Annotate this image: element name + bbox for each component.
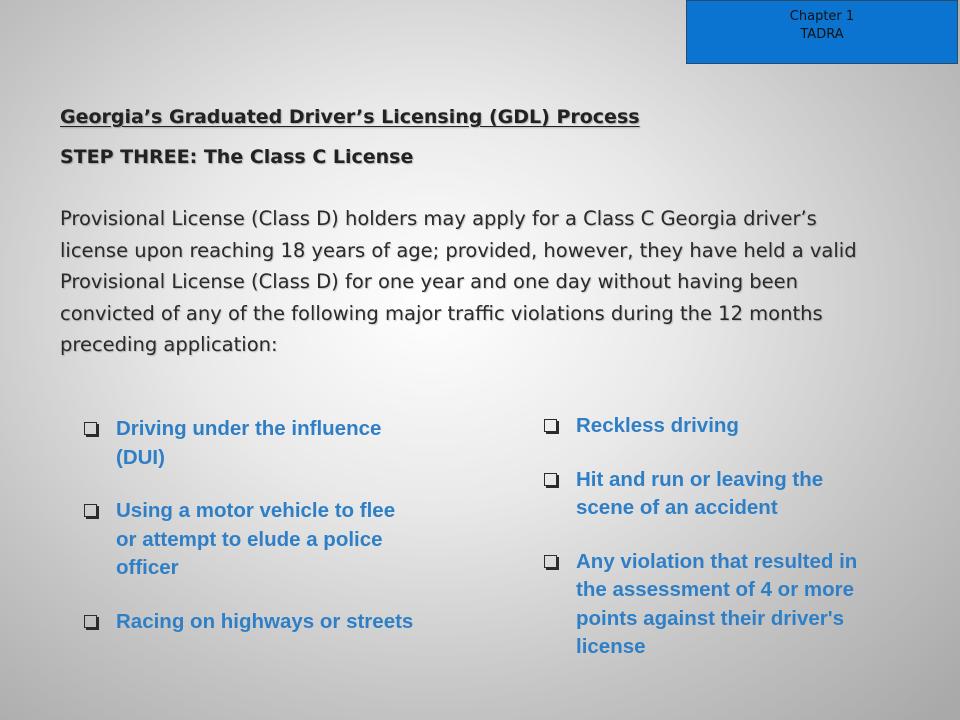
eligibility-paragraph: Provisional License (Class D) holders may apply for a Class C Georgia driver’s license upon reaching 18 years of age; provided, however, they have held a valid Provisional License (Class D) for one year and one day without having been convicted of any of the following major traffic violations during the 12 months preceding application: <box>60 207 857 356</box>
list-item-text: Racing on highways or streets <box>116 609 414 633</box>
chapter-number: Chapter 1 <box>789 9 855 24</box>
violations-list-left <box>84 415 414 661</box>
list-item-text: Hit and run or leaving the scene of an accident <box>576 467 824 519</box>
list-item <box>84 497 414 583</box>
list-item <box>544 466 884 523</box>
chapter-label-box <box>686 0 958 64</box>
square-bullet-icon <box>544 419 557 432</box>
slide-title: Georgia’s Graduated Driver’s Licensing (GDL) Process <box>60 106 640 128</box>
list-item <box>544 548 884 662</box>
violations-list-right <box>544 412 884 687</box>
square-bullet-icon <box>544 473 557 486</box>
list-item-text: Reckless driving <box>576 414 739 437</box>
square-bullet-icon <box>84 504 97 517</box>
chapter-topic: TADRA <box>800 27 844 42</box>
step-heading: STEP THREE: The Class C License <box>60 146 414 168</box>
square-bullet-icon <box>544 555 557 568</box>
list-item-text: Any violation that resulted in the assessment of 4 or more points against their driver's license <box>576 549 858 658</box>
list-item-text: Using a motor vehicle to flee or attempt to elude a police officer <box>116 499 396 579</box>
list-item <box>544 412 884 441</box>
list-item-text: Driving under the influence (DUI) <box>116 417 382 469</box>
square-bullet-icon <box>84 615 97 628</box>
square-bullet-icon <box>84 422 97 435</box>
list-item <box>84 608 414 637</box>
list-item <box>84 415 414 472</box>
